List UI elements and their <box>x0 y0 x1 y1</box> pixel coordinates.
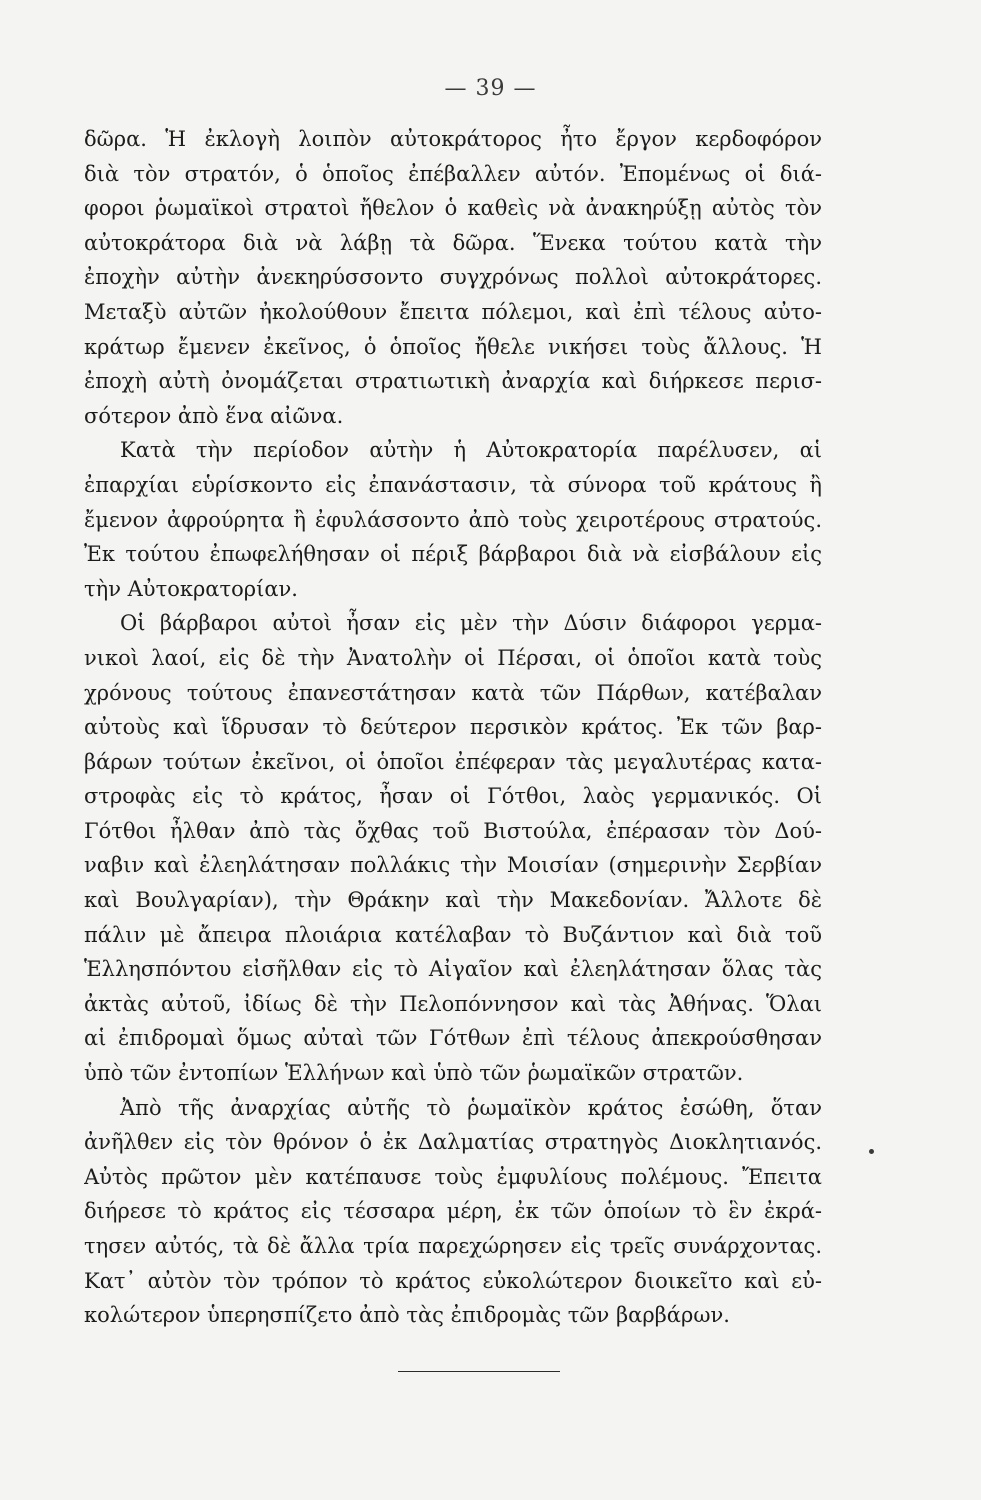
text-line: κράτωρ ἔμενεν ἐκεῖνος, ὁ ὁποῖος ἤθελε νικήσει τοὺς ἄλλους. Ἡ <box>84 334 822 359</box>
text-line: Γότθοι ἦλθαν ἀπὸ τὰς ὄχθας τοῦ Βιστούλα, ἐπέρασαν τὸν Δού- <box>84 818 822 843</box>
text-line: τὴν Αὐτοκρατορίαν. <box>84 576 298 601</box>
section-divider <box>398 1371 560 1372</box>
text-line: αἱ ἐπιδρομαὶ ὅμως αὐταὶ τῶν Γότθων ἐπὶ τέλους ἀπεκρούσθησαν <box>84 1026 822 1051</box>
text-line: νικοὶ λαοί, εἰς δὲ τὴν Ἀνατολὴν οἱ Πέρσαι, οἱ ὁποῖοι κατὰ τοὺς <box>84 645 822 670</box>
text-line: διήρεσε τὸ κράτος εἰς τέσσαρα μέρη, ἐκ τῶν ὁποίων τὸ ἓν ἐκρά- <box>84 1199 822 1224</box>
page-number: — 39 — <box>444 76 537 101</box>
text-line: χρόνους τούτους ἐπανεστάτησαν κατὰ τῶν Πάρθων, κατέβαλαν <box>84 680 822 705</box>
text-line: αὐτοὺς καὶ ἵδρυσαν τὸ δεύτερον περσικὸν κράτος. Ἐκ τῶν βαρ- <box>84 715 822 740</box>
text-line: βάρων τούτων ἐκεῖνοι, οἱ ὁποῖοι ἐπέφεραν τὰς μεγαλυτέρας κατα- <box>84 749 822 774</box>
text-line: Κατὰ τὴν περίοδον αὐτὴν ἡ Αὐτοκρατορία παρέλυσεν, αἱ <box>120 438 822 463</box>
text-line: αὐτοκράτορα διὰ νὰ λάβῃ τὰ δῶρα. Ἕνεκα τούτου κατὰ τὴν <box>84 230 822 255</box>
text-line: Ἑλλησπόντου εἰσῆλθαν εἰς τὸ Αἰγαῖον καὶ ἐλεηλάτησαν ὅλας τὰς <box>84 957 822 982</box>
text-line: σότερον ἀπὸ ἕνα αἰῶνα. <box>84 403 344 428</box>
text-line: δῶρα. Ἡ ἐκλογὴ λοιπὸν αὐτοκράτορος ἦτο ἔργον κερδοφόρον <box>84 127 822 151</box>
text-line: ἀκτὰς αὐτοῦ, ἰδίως δὲ τὴν Πελοπόννησον καὶ τὰς Ἀθήνας. Ὅλαι <box>84 991 822 1016</box>
text-line: διὰ τὸν στρατόν, ὁ ὁποῖος ἐπέβαλλεν αὐτόν. Ἐπομένως οἱ διά- <box>84 161 822 186</box>
body-text <box>84 122 822 1333</box>
text-line: Οἱ βάρβαροι αὐτοὶ ἦσαν εἰς μὲν τὴν Δύσιν διάφοροι γερμα- <box>120 611 822 636</box>
text-line: ἐποχὴν αὐτὴν ἀνεκηρύσσοντο συγχρόνως πολλοὶ αὐτοκράτορες. <box>84 265 822 290</box>
margin-mark <box>869 1149 874 1154</box>
text-line: στροφὰς εἰς τὸ κράτος, ἦσαν οἱ Γότθοι, λαὸς γερμανικός. Οἱ <box>84 784 822 809</box>
text-line: καὶ Βουλγαρίαν), τὴν Θράκην καὶ τὴν Μακεδονίαν. Ἄλλοτε δὲ <box>84 888 822 913</box>
text-line: ναβιν καὶ ἐλεηλάτησαν πολλάκις τὴν Μοισίαν (σημερινὴν Σερβίαν <box>84 853 822 878</box>
text-line: τησεν αὐτός, τὰ δὲ ἄλλα τρία παρεχώρησεν εἰς τρεῖς συνάρχοντας. <box>84 1234 822 1258</box>
text-line: Αὐτὸς πρῶτον μὲν κατέπαυσε τοὺς ἐμφυλίους πολέμους. Ἔπειτα <box>84 1164 822 1189</box>
text-line: πάλιν μὲ ἄπειρα πλοιάρια κατέλαβαν τὸ Βυζάντιον καὶ διὰ τοῦ <box>84 922 822 947</box>
text-line: ἀνῆλθεν εἰς τὸν θρόνον ὁ ἐκ Δαλματίας στρατηγὸς Διοκλητιανός. <box>84 1130 822 1155</box>
text-line: Ἀπὸ τῆς ἀναρχίας αὐτῆς τὸ ῥωμαϊκὸν κράτος ἐσώθη, ὅταν <box>120 1095 822 1120</box>
text-line: φοροι ῥωμαϊκοὶ στρατοὶ ἤθελον ὁ καθεὶς νὰ ἀνακηρύξῃ αὐτὸς τὸν <box>84 196 822 221</box>
text-line: ὑπὸ τῶν ἐντοπίων Ἑλλήνων καὶ ὑπὸ τῶν ῥωμαϊκῶν στρατῶν. <box>84 1061 744 1086</box>
text-line: ἔμενον ἀφρούρητα ἢ ἐφυλάσσοντο ἀπὸ τοὺς χειροτέρους στρατούς. <box>84 507 822 532</box>
text-line: Κατ᾽ αὐτὸν τὸν τρόπον τὸ κράτος εὐκολώτερον διοικεῖτο καὶ εὐ- <box>84 1268 822 1293</box>
text-line: κολώτερον ὑπερησπίζετο ἀπὸ τὰς ἐπιδρομὰς τῶν βαρβάρων. <box>84 1303 730 1328</box>
text-line: ἐποχὴ αὐτὴ ὀνομάζεται στρατιωτικὴ ἀναρχία καὶ διήρκεσε περισ- <box>84 369 822 394</box>
text-line: ἐπαρχίαι εὑρίσκοντο εἰς ἐπανάστασιν, τὰ σύνορα τοῦ κράτους ἢ <box>84 472 822 497</box>
text-line: Ἐκ τούτου ἐπωφελήθησαν οἱ πέριξ βάρβαροι διὰ νὰ εἰσβάλουν εἰς <box>84 542 822 567</box>
text-line: Μεταξὺ αὐτῶν ἠκολούθουν ἔπειτα πόλεμοι, καὶ ἐπὶ τέλους αὐτο- <box>84 299 822 324</box>
